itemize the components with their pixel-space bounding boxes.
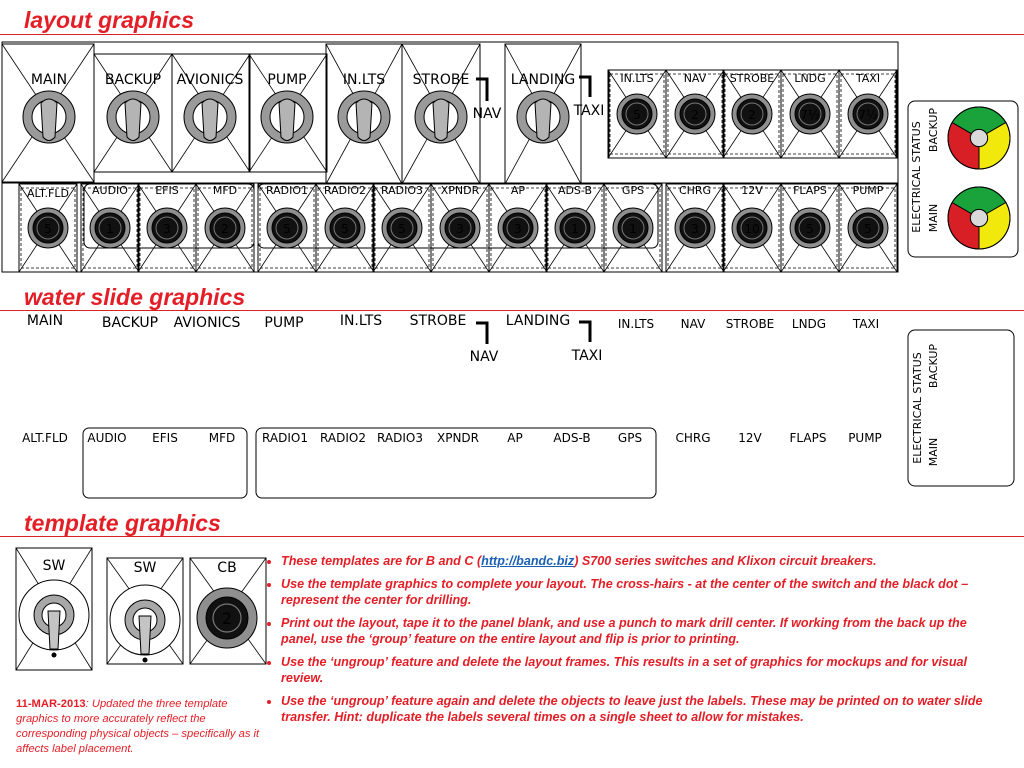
toggle-label: BACKUP (104, 72, 162, 88)
update-text: : Updated the three template graphics to more accurately reflect the corresponding physical objects – specifically as it affects label placement. (16, 698, 260, 755)
update-note (16, 697, 264, 757)
breaker-rating: 2 (748, 108, 756, 122)
water-toggle-label: AVIONICS (173, 315, 241, 331)
note-item: • Use the ‘ungroup’ feature and delete the layout frames. This results in a set of graphics for mockups and for visual review. (281, 654, 1005, 687)
breaker-rating: 3 (691, 222, 699, 236)
breaker-label: CHRG (678, 184, 712, 197)
breaker-rating: 3 (163, 222, 171, 236)
breaker-label: MFD (212, 184, 238, 197)
water-breaker-label: LNDG (791, 317, 827, 331)
status-backup-label: BACKUP (927, 107, 940, 153)
note-item: • Print out the layout, tape it to the panel blank, and use a punch to mark drill center. If working from the back up the panel, use the ‘group’ feature on the entire layout and flip is prior to printing. (281, 615, 1005, 648)
toggle-lever-icon (41, 99, 57, 141)
water-breaker-label: CHRG (675, 431, 711, 445)
water-toggle-label: PUMP (264, 315, 304, 331)
water-breaker-label: FLAPS (789, 431, 827, 445)
bracket-line (476, 79, 487, 101)
template-lever-icon (139, 616, 151, 654)
breaker-label: RADIO2 (323, 184, 367, 197)
breaker-label: 12V (741, 184, 763, 197)
template-lever-icon (48, 611, 60, 649)
water-status-main: MAIN (927, 437, 940, 467)
toggle-lever-icon (433, 99, 449, 141)
breaker-label: EFIS (155, 184, 179, 197)
note-item: • Use the ‘ungroup’ feature again and delete the objects to leave just the labels. These may be printed on to water slide transfer. Hint: duplicate the labels several times on a single sheet to allow for mistakes. (281, 693, 1005, 726)
water-toggle-label: STROBE (409, 313, 467, 329)
section-title-template: template graphics (24, 510, 221, 536)
breaker-rating: 1 (571, 222, 579, 236)
status-title: ELECTRICAL STATUS (910, 121, 923, 233)
status-indicator-center (970, 209, 987, 226)
water-status-title: ELECTRICAL STATUS (911, 352, 924, 464)
bandc-link[interactable]: http://bandc.biz (481, 554, 575, 568)
toggle-lever-icon (279, 99, 295, 141)
breaker-rating: 7½ (800, 108, 820, 122)
water-toggle-label: MAIN (26, 313, 64, 329)
water-breaker-label: ALT.FLD (22, 431, 68, 445)
toggle-lever-icon (125, 99, 141, 141)
water-toggle-label: IN.LTS (339, 313, 383, 329)
water-breaker-label: RADIO3 (377, 431, 423, 445)
breaker-label: PUMP (852, 184, 884, 197)
breaker-rating: 1 (106, 222, 114, 236)
water-breaker-label: GPS (617, 431, 643, 445)
water-breaker-label: PUMP (848, 431, 882, 445)
toggle-lever-icon (356, 99, 372, 141)
breaker-label: FLAPS (793, 184, 827, 197)
breaker-label: NAV (683, 72, 707, 85)
status-main-label: MAIN (927, 203, 940, 233)
toggle-label: PUMP (267, 72, 307, 88)
breaker-rating: 5 (341, 222, 349, 236)
water-breaker-label: ADS-B (553, 431, 591, 445)
toggle-label: STROBE (412, 72, 470, 88)
water-toggle-label: LANDING (505, 313, 571, 329)
water-breaker-label: 12V (738, 431, 762, 445)
water-taxi-label: TAXI (571, 348, 603, 364)
breaker-rating: 5 (633, 108, 641, 122)
toggle-label: IN.LTS (342, 72, 386, 88)
bracket-line (476, 323, 487, 344)
status-indicator-center (970, 129, 987, 146)
breaker-label: IN.LTS (620, 72, 654, 85)
breaker-rating: 3 (456, 222, 464, 236)
template-cb-rating: 2 (221, 609, 233, 628)
drill-center-dot (52, 653, 57, 658)
water-breaker-label: TAXI (852, 317, 880, 331)
toggle-label: MAIN (30, 72, 68, 88)
toggle-lever-icon (535, 99, 551, 141)
section-title-layout: layout graphics (24, 7, 194, 33)
breaker-label: GPS (621, 184, 645, 197)
water-toggle-label: BACKUP (101, 315, 159, 331)
breaker-label: TAXI (855, 72, 881, 85)
water-breaker-label: STROBE (725, 317, 775, 331)
taxi-label: TAXI (573, 103, 605, 119)
breaker-rating: 5 (864, 222, 872, 236)
water-breaker-label: XPNDR (436, 431, 480, 445)
water-breaker-label: MFD (208, 431, 236, 445)
breaker-label: XPNDR (440, 184, 480, 197)
template-sw-label: SW (133, 560, 157, 576)
breaker-label: RADIO1 (265, 184, 309, 197)
toggle-label: LANDING (510, 72, 576, 88)
template-cb-label: CB (217, 560, 237, 576)
breaker-label: RADIO3 (380, 184, 424, 197)
breaker-label: AP (510, 184, 526, 197)
water-breaker-label: AP (507, 431, 523, 445)
breaker-rating: 7½ (858, 108, 878, 122)
breaker-label: STROBE (729, 72, 775, 85)
water-nav-label: NAV (469, 349, 499, 365)
breaker-rating: 5 (44, 222, 52, 236)
breaker-rating: 2 (221, 222, 229, 236)
toggle-label: AVIONICS (176, 72, 244, 88)
breaker-label: ALT.FLD (27, 187, 69, 200)
water-breaker-label: IN.LTS (617, 317, 655, 331)
water-breaker-label: AUDIO (87, 431, 127, 445)
nav-label: NAV (472, 106, 502, 122)
water-breaker-label: NAV (680, 317, 706, 331)
update-date: 11-MAR-2013 (16, 698, 86, 710)
breaker-rating: 2 (691, 108, 699, 122)
section-title-water-slide: water slide graphics (24, 284, 246, 310)
water-breaker-label: RADIO1 (262, 431, 308, 445)
water-breaker-label: RADIO2 (320, 431, 366, 445)
water-status-backup: BACKUP (927, 343, 940, 389)
bracket-line (579, 322, 590, 342)
water-breaker-label: EFIS (152, 431, 178, 445)
template-notes (265, 553, 1005, 732)
toggle-lever-icon (202, 99, 218, 141)
breaker-rating: 5 (398, 222, 406, 236)
note-item: • Use the template graphics to complete your layout. The cross-hairs - at the center of the switch and the black dot – represent the center for drilling. (281, 576, 1005, 609)
drill-center-dot (143, 658, 148, 663)
note-item: • These templates are for B and C (http://bandc.biz) S700 series switches and Klixon circuit breakers. (281, 553, 1005, 570)
breaker-rating: 5 (283, 222, 291, 236)
breaker-rating: 10 (744, 222, 760, 236)
template-sw-label: SW (42, 558, 66, 574)
breaker-label: AUDIO (92, 184, 128, 197)
breaker-rating: 1 (629, 222, 637, 236)
breaker-label: ADS-B (557, 184, 593, 197)
breaker-rating: 3 (514, 222, 522, 236)
breaker-rating: 5 (806, 222, 814, 236)
breaker-label: LNDG (794, 72, 826, 85)
